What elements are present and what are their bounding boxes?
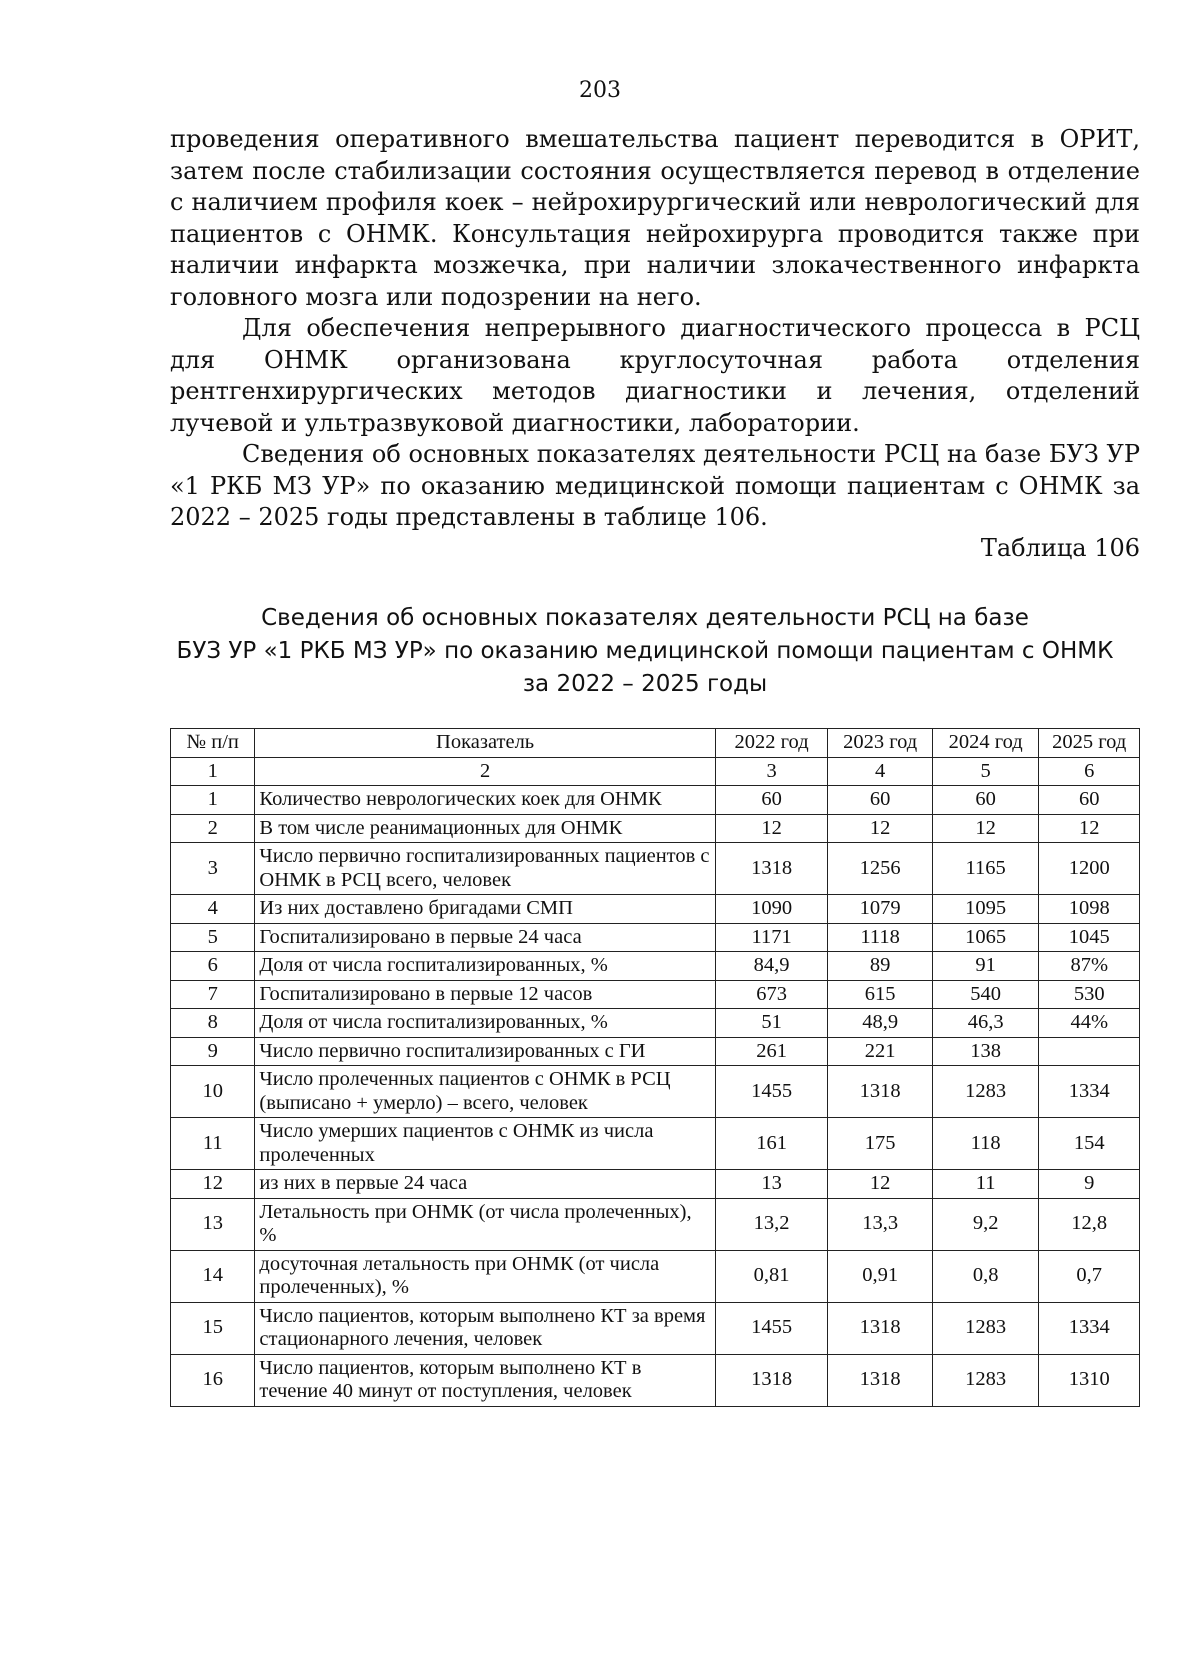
value-2023: 0,91: [828, 1250, 933, 1302]
value-2025: 12,8: [1039, 1198, 1140, 1250]
value-2023: 615: [828, 980, 933, 1009]
value-2024: 91: [932, 952, 1039, 981]
paragraph: Для обеспечения непрерывного диагностического процесса в РСЦ для ОНМК организована круглосуточная работа отделения рентгенхирургических методов диагностики и лечения, отделений лучевой и ультразвуковой диагностики, лаборатории.: [170, 314, 1140, 437]
table-row: [171, 1302, 1140, 1354]
table-row: [171, 786, 1140, 815]
value-2025: 87%: [1039, 952, 1140, 981]
value-2023: 1118: [828, 923, 933, 952]
row-number: 6: [171, 952, 255, 981]
value-2022: 1455: [715, 1066, 828, 1118]
indicator-name: Число пациентов, которым выполнено КТ за время стационарного лечения, человек: [255, 1302, 715, 1354]
value-2023: 12: [828, 814, 933, 843]
value-2023: 13,3: [828, 1198, 933, 1250]
value-2022: 0,81: [715, 1250, 828, 1302]
value-2022: 13,2: [715, 1198, 828, 1250]
row-number: 4: [171, 895, 255, 924]
value-2024: 1165: [932, 843, 1039, 895]
value-2022: 60: [715, 786, 828, 815]
indicator-name: Число умерших пациентов с ОНМК из числа пролеченных: [255, 1118, 715, 1170]
indicator-name: Число первично госпитализированных пациентов с ОНМК в РСЦ всего, человек: [255, 843, 715, 895]
indicator-name: Доля от числа госпитализированных, %: [255, 952, 715, 981]
row-number: 5: [171, 923, 255, 952]
indicator-name: Госпитализировано в первые 24 часа: [255, 923, 715, 952]
row-number: 2: [171, 814, 255, 843]
value-2022: 12: [715, 814, 828, 843]
indicator-name: Госпитализировано в первые 12 часов: [255, 980, 715, 1009]
row-number: 13: [171, 1198, 255, 1250]
table-row: [171, 1354, 1140, 1406]
row-number: 9: [171, 1037, 255, 1066]
indicator-name: Количество неврологических коек для ОНМК: [255, 786, 715, 815]
body-text: [170, 124, 1140, 534]
value-2022: 161: [715, 1118, 828, 1170]
indicator-name: Число пролеченных пациентов с ОНМК в РСЦ (выписано + умерло) – всего, человек: [255, 1066, 715, 1118]
table-caption-line: за 2022 – 2025 годы: [522, 671, 768, 697]
value-2025: 154: [1039, 1118, 1140, 1170]
column-number: 1: [171, 757, 255, 786]
column-number-row: [171, 757, 1140, 786]
column-number: 2: [255, 757, 715, 786]
row-number: 12: [171, 1170, 255, 1199]
header-num: № п/п: [171, 729, 255, 758]
table-row: [171, 895, 1140, 924]
table-caption-line: БУЗ УР «1 РКБ МЗ УР» по оказанию медицинской помощи пациентам с ОНМК: [176, 638, 1114, 664]
table-row: [171, 1009, 1140, 1038]
value-2024: 540: [932, 980, 1039, 1009]
value-2022: 1318: [715, 843, 828, 895]
indicator-name: Летальность при ОНМК (от числа пролеченных), %: [255, 1198, 715, 1250]
table-caption: [150, 602, 1140, 701]
table-row: [171, 1198, 1140, 1250]
value-2024: 1283: [932, 1354, 1039, 1406]
value-2025: 1200: [1039, 843, 1140, 895]
value-2024: 60: [932, 786, 1039, 815]
table-label: Таблица 106: [980, 534, 1140, 562]
value-2024: 11: [932, 1170, 1039, 1199]
row-number: 14: [171, 1250, 255, 1302]
table-row: [171, 1037, 1140, 1066]
value-2023: 48,9: [828, 1009, 933, 1038]
value-2023: 1318: [828, 1066, 933, 1118]
table-row: [171, 1170, 1140, 1199]
row-number: 11: [171, 1118, 255, 1170]
value-2022: 1090: [715, 895, 828, 924]
paragraph: проведения оперативного вмешательства пациент переводится в ОРИТ, затем после стабилизации состояния осуществляется перевод в отделение с наличием профиля коек – нейрохирургический или неврологический для пациентов с ОНМК. Консультация нейрохирурга проводится также при наличии инфаркта мозжечка, при наличии злокачественного инфаркта головного мозга или подозрении на него.: [170, 125, 1140, 311]
row-number: 1: [171, 786, 255, 815]
value-2025: 1098: [1039, 895, 1140, 924]
value-2025: 1045: [1039, 923, 1140, 952]
value-2022: 84,9: [715, 952, 828, 981]
value-2023: 1318: [828, 1354, 933, 1406]
value-2023: 1318: [828, 1302, 933, 1354]
table-row: [171, 1118, 1140, 1170]
indicator-name: Доля от числа госпитализированных, %: [255, 1009, 715, 1038]
table-row: [171, 952, 1140, 981]
row-number: 16: [171, 1354, 255, 1406]
indicator-name: досуточная летальность при ОНМК (от числа пролеченных), %: [255, 1250, 715, 1302]
value-2025: 0,7: [1039, 1250, 1140, 1302]
header-2022: 2022 год: [715, 729, 828, 758]
indicator-name: Число пациентов, которым выполнено КТ в течение 40 минут от поступления, человек: [255, 1354, 715, 1406]
column-number: 6: [1039, 757, 1140, 786]
row-number: 3: [171, 843, 255, 895]
value-2024: 138: [932, 1037, 1039, 1066]
value-2024: 0,8: [932, 1250, 1039, 1302]
value-2025: [1039, 1037, 1140, 1066]
header-2025: 2025 год: [1039, 729, 1140, 758]
value-2023: 60: [828, 786, 933, 815]
value-2023: 221: [828, 1037, 933, 1066]
value-2025: 1334: [1039, 1302, 1140, 1354]
value-2023: 175: [828, 1118, 933, 1170]
table-header-row: [171, 729, 1140, 758]
page-number: 203: [579, 78, 621, 103]
value-2022: 13: [715, 1170, 828, 1199]
value-2024: 46,3: [932, 1009, 1039, 1038]
indicator-name: В том числе реанимационных для ОНМК: [255, 814, 715, 843]
table-caption-line: Сведения об основных показателях деятельности РСЦ на базе: [261, 605, 1029, 631]
value-2024: 1283: [932, 1066, 1039, 1118]
value-2025: 1334: [1039, 1066, 1140, 1118]
value-2024: 1065: [932, 923, 1039, 952]
row-number: 8: [171, 1009, 255, 1038]
value-2023: 1256: [828, 843, 933, 895]
value-2025: 530: [1039, 980, 1140, 1009]
row-number: 15: [171, 1302, 255, 1354]
value-2022: 1318: [715, 1354, 828, 1406]
value-2025: 60: [1039, 786, 1140, 815]
column-number: 3: [715, 757, 828, 786]
table-row: [171, 843, 1140, 895]
value-2023: 12: [828, 1170, 933, 1199]
indicator-name: Число первично госпитализированных с ГИ: [255, 1037, 715, 1066]
value-2024: 12: [932, 814, 1039, 843]
table-row: [171, 814, 1140, 843]
column-number: 5: [932, 757, 1039, 786]
paragraph: Сведения об основных показателях деятельности РСЦ на базе БУЗ УР «1 РКБ МЗ УР» по оказанию медицинской помощи пациентам с ОНМК за 2022 – 2025 годы представлены в таблице 106.: [170, 440, 1140, 531]
value-2023: 89: [828, 952, 933, 981]
indicator-name: из них в первые 24 часа: [255, 1170, 715, 1199]
row-number: 10: [171, 1066, 255, 1118]
value-2022: 1171: [715, 923, 828, 952]
table-row: [171, 1066, 1140, 1118]
header-2024: 2024 год: [932, 729, 1039, 758]
table-row: [171, 980, 1140, 1009]
value-2024: 1283: [932, 1302, 1039, 1354]
value-2024: 9,2: [932, 1198, 1039, 1250]
indicators-table: [170, 728, 1140, 1407]
value-2022: 261: [715, 1037, 828, 1066]
value-2025: 12: [1039, 814, 1140, 843]
indicator-name: Из них доставлено бригадами СМП: [255, 895, 715, 924]
table-row: [171, 923, 1140, 952]
column-number: 4: [828, 757, 933, 786]
table-row: [171, 1250, 1140, 1302]
header-2023: 2023 год: [828, 729, 933, 758]
value-2024: 118: [932, 1118, 1039, 1170]
value-2024: 1095: [932, 895, 1039, 924]
value-2025: 44%: [1039, 1009, 1140, 1038]
table-body: [171, 786, 1140, 1407]
value-2022: 673: [715, 980, 828, 1009]
header-indicator: Показатель: [255, 729, 715, 758]
value-2025: 1310: [1039, 1354, 1140, 1406]
value-2023: 1079: [828, 895, 933, 924]
value-2022: 51: [715, 1009, 828, 1038]
value-2025: 9: [1039, 1170, 1140, 1199]
value-2022: 1455: [715, 1302, 828, 1354]
row-number: 7: [171, 980, 255, 1009]
